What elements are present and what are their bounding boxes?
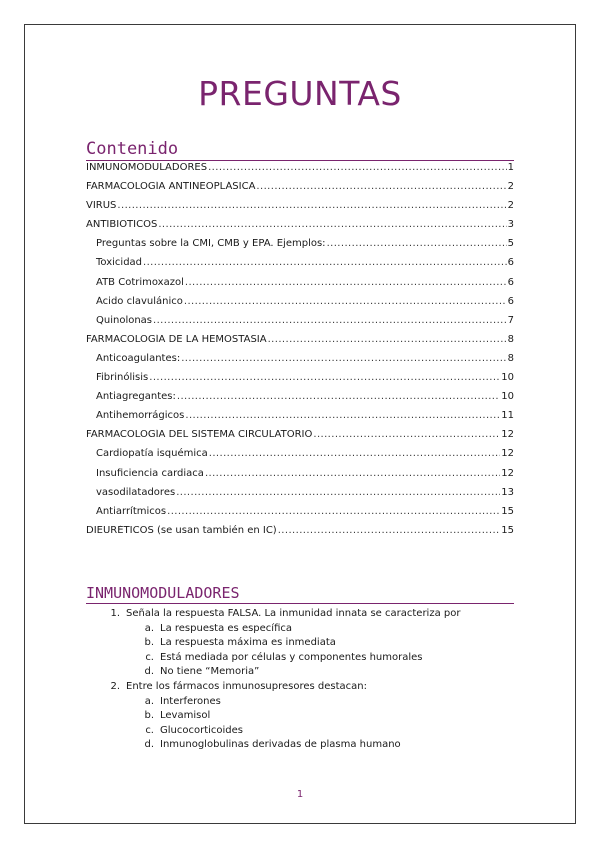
toc-entry-title: DIEURÉTICOS (se usan también en IC)	[86, 524, 277, 536]
toc-entry-page: 1	[507, 162, 514, 173]
answer-option[interactable]	[140, 724, 510, 739]
toc-entry[interactable]	[86, 181, 514, 200]
toc-leader-dots	[208, 162, 507, 173]
answer-option-letter: b.	[144, 710, 154, 722]
toc-entry-page: 12	[501, 467, 514, 479]
toc-entry-title: Insuficiencia cardiaca	[96, 467, 204, 479]
question-text: Señala la respuesta FALSA. La inmunidad innata se caracteriza por	[126, 608, 461, 619]
answer-option-text: Levamisol	[160, 710, 211, 722]
answer-options	[100, 622, 510, 680]
toc-leader-dots	[209, 448, 501, 459]
toc-entry-page: 2	[507, 200, 514, 212]
toc-entry-title: ATB Cotrimoxazol	[96, 276, 184, 288]
answer-option-letter: a.	[144, 622, 154, 634]
answer-option[interactable]	[140, 665, 510, 680]
toc-leader-dots	[313, 429, 500, 440]
toc-entry-page: 6	[507, 295, 514, 307]
answer-option[interactable]	[140, 709, 510, 724]
toc-entry[interactable]	[86, 334, 514, 353]
answer-option-text: Está mediada por células y componentes humorales	[160, 651, 423, 663]
toc-entry[interactable]	[86, 468, 514, 487]
toc-leader-dots	[158, 219, 506, 230]
toc-leader-dots	[176, 487, 500, 498]
toc-entry[interactable]	[86, 296, 514, 315]
answer-option[interactable]	[140, 738, 510, 753]
toc-entry[interactable]	[86, 219, 514, 238]
toc-entry[interactable]	[86, 353, 514, 372]
toc-entry-title: vasodilatadores	[96, 486, 176, 498]
answer-option-text: Interferones	[160, 695, 221, 707]
answer-option-text: La respuesta máxima es inmediata	[160, 637, 336, 649]
toc-heading: Contenido	[86, 139, 179, 159]
toc-entry[interactable]	[86, 448, 514, 467]
toc-entry[interactable]	[86, 487, 514, 506]
toc-leader-dots	[143, 257, 507, 268]
toc-entry-page: 15	[501, 505, 514, 517]
toc-entry-page: 8	[507, 333, 514, 345]
toc-entry-title: VIRUS	[86, 200, 117, 212]
toc-entry-page: 6	[507, 276, 514, 288]
toc-leader-dots	[149, 372, 500, 383]
toc-entry-title: Ácido clavulánico	[96, 295, 183, 307]
toc-entry[interactable]	[86, 162, 514, 181]
question-line	[100, 607, 510, 622]
toc-entry-page: 3	[507, 219, 514, 231]
toc-entry-title: FARMACOLOGÍA DEL SISTEMA CIRCULATORIO	[86, 429, 313, 441]
answer-options	[100, 695, 510, 753]
toc-leader-dots	[177, 391, 500, 402]
toc-entry-page: 8	[507, 352, 514, 364]
answer-option-letter: d.	[144, 739, 154, 751]
toc-entry-page: 6	[507, 257, 514, 269]
answer-option[interactable]	[140, 636, 510, 651]
toc-leader-dots	[205, 468, 500, 479]
toc-leader-dots	[153, 315, 507, 326]
toc-leader-dots	[327, 238, 507, 249]
toc-entry-title: Antiarrítmicos	[96, 505, 167, 517]
toc-entry-title: Antihemorrágicos	[96, 410, 185, 422]
question-number: 2.	[110, 680, 120, 692]
toc-entry-title: Preguntas sobre la CMI, CMB y EPA. Ejemplos:	[96, 238, 326, 250]
toc-entry[interactable]	[86, 315, 514, 334]
answer-option-text: Inmunoglobulinas derivadas de plasma humano	[160, 739, 401, 751]
toc-entry[interactable]	[86, 410, 514, 429]
answer-option-text: La respuesta es específica	[160, 622, 293, 634]
toc-entry-title: FARMACOLOGÍA ANTINEOPLÁSICA	[86, 181, 256, 193]
toc-entry-title: Anticoagulantes:	[96, 352, 181, 364]
question-item	[100, 680, 510, 753]
question-number: 1.	[110, 608, 120, 619]
toc-entry-title: Cardiopatía isquémica	[96, 448, 208, 460]
question-line	[100, 680, 510, 695]
answer-option-letter: c.	[145, 651, 154, 663]
section-title-rule	[86, 603, 514, 604]
answer-option-text: Glucocorticoides	[160, 724, 244, 736]
section-title: INMUNOMODULADORES	[86, 584, 240, 602]
toc-entry-page: 12	[501, 429, 514, 441]
toc-entry-page: 5	[507, 238, 514, 250]
toc-entry[interactable]	[86, 506, 514, 525]
answer-option-letter: d.	[144, 666, 154, 678]
toc-leader-dots	[184, 296, 507, 307]
answer-option[interactable]	[140, 622, 510, 637]
toc-entry-title: Toxicidad	[96, 257, 143, 269]
toc-heading-rule	[86, 160, 514, 161]
answer-option-letter: b.	[144, 637, 154, 649]
answer-option-letter: a.	[144, 695, 154, 707]
table-of-contents	[86, 162, 514, 544]
toc-entry-page: 12	[501, 448, 514, 460]
toc-entry-title: ANTIBIÓTICOS	[86, 219, 158, 231]
question-item	[100, 607, 510, 680]
toc-leader-dots	[185, 410, 500, 421]
toc-entry-page: 13	[501, 486, 514, 498]
toc-leader-dots	[117, 200, 506, 211]
answer-option[interactable]	[140, 651, 510, 666]
page-number: 1	[296, 789, 304, 800]
toc-entry[interactable]	[86, 238, 514, 257]
toc-entry[interactable]	[86, 372, 514, 391]
toc-entry[interactable]	[86, 257, 514, 276]
toc-entry-title: Antiagregantes:	[96, 391, 176, 403]
toc-entry-page: 7	[507, 314, 514, 326]
toc-leader-dots	[167, 506, 500, 517]
toc-entry-page: 10	[501, 391, 514, 403]
toc-leader-dots	[185, 277, 507, 288]
toc-entry-title: FARMACOLOGÍA DE LA HEMOSTASIA	[86, 333, 267, 345]
toc-entry-title: Quinolonas	[96, 314, 153, 326]
toc-entry-page: 11	[501, 410, 514, 422]
answer-option[interactable]	[140, 695, 510, 710]
toc-leader-dots	[278, 525, 501, 536]
toc-entry-page: 2	[507, 181, 514, 193]
toc-leader-dots	[256, 181, 506, 192]
toc-leader-dots	[181, 353, 506, 364]
answer-option-letter: c.	[145, 724, 154, 736]
toc-entry[interactable]	[86, 525, 514, 544]
answer-option-text: No tiene “Memoria”	[160, 666, 260, 678]
document-title: PREGUNTAS	[198, 74, 402, 113]
toc-entry[interactable]	[86, 200, 514, 219]
question-list	[100, 607, 510, 753]
question-text: Entre los fármacos inmunosupresores destacan:	[126, 680, 367, 692]
toc-leader-dots	[268, 334, 507, 345]
toc-entry[interactable]	[86, 277, 514, 296]
toc-entry-page: 15	[501, 524, 514, 536]
toc-entry-title: INMUNOMODULADORES	[86, 162, 208, 173]
toc-entry-page: 10	[501, 372, 514, 384]
toc-entry[interactable]	[86, 391, 514, 410]
toc-entry[interactable]	[86, 429, 514, 448]
toc-entry-title: Fibrinólisis	[96, 372, 149, 384]
